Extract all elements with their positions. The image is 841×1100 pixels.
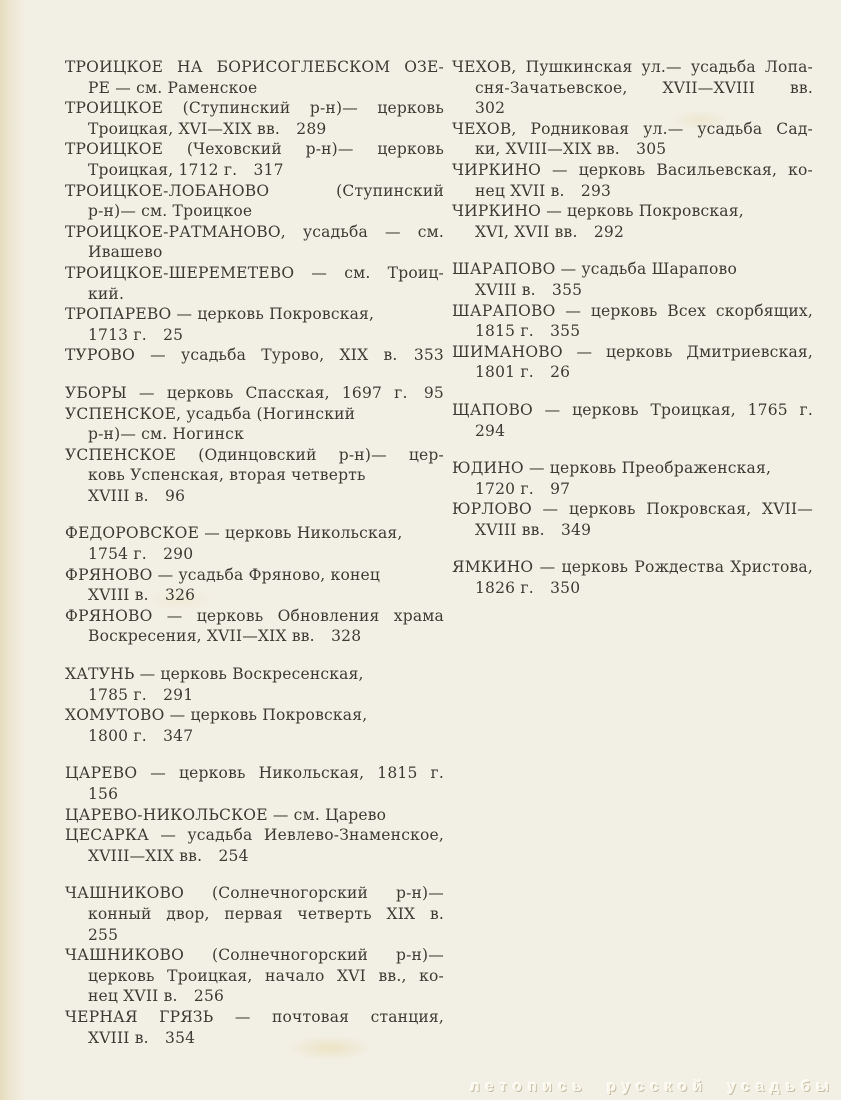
- letter-group: [65, 57, 444, 366]
- index-line: 1720 г. 97: [475, 479, 571, 498]
- index-entry: [452, 342, 813, 383]
- index-line: церковь Троицкая, начало XVI вв., ко-: [88, 966, 444, 985]
- page-number: 290: [163, 545, 194, 564]
- index-line: ТРОИЦКОЕ (Ступинский р-н)— церковь: [65, 99, 444, 118]
- index-entry: [65, 763, 444, 804]
- index-line: XVIII вв. 349: [475, 520, 592, 539]
- index-entry: [65, 383, 444, 404]
- index-line: р-н)— см. Троицкое: [88, 202, 253, 221]
- page-number: 317: [253, 160, 284, 179]
- index-entry: [65, 945, 444, 1007]
- letter-group: [65, 523, 444, 647]
- index-line: ТРОИЦКОЕ-РАТМАНОВО, усадьба — см.: [65, 222, 444, 241]
- index-column-right: [452, 57, 813, 599]
- index-line: Воскресения, XVII—XIX вв. 328: [88, 627, 362, 646]
- index-line: ЮРЛОВО — церковь Покровская, XVII—: [452, 500, 813, 519]
- index-line: УСПЕНСКОЕ (Одинцовский р-н)— цер-: [65, 445, 444, 464]
- index-line: XVIII в. 326: [88, 586, 196, 605]
- page-number: 97: [550, 479, 571, 498]
- index-line: ЩАПОВО — церковь Троицкая, 1765 г.: [452, 400, 813, 419]
- index-line: ЯМКИНО — церковь Рождества Христова,: [452, 558, 813, 577]
- index-entry: [65, 304, 444, 345]
- page-number: 349: [560, 520, 592, 539]
- page-number: 292: [593, 222, 625, 241]
- index-line: ЧИРКИНО — церковь Покровская,: [452, 202, 744, 221]
- index-entry: [65, 565, 444, 606]
- letter-group: [452, 557, 813, 598]
- index-line: ЮДИНО — церковь Преображенская,: [452, 459, 772, 478]
- publisher-watermark: летопись русской усадьбы: [470, 1078, 835, 1095]
- index-line: ЦАРЕВО-НИКОЛЬСКОЕ — см. Царево: [65, 805, 387, 824]
- index-entry: [65, 523, 444, 564]
- letter-group: [452, 400, 813, 441]
- index-line: ТРОИЦКОЕ НА БОРИСОГЛЕБСКОМ ОЗЕ-: [65, 58, 444, 76]
- index-line: р-н)— см. Ногинск: [88, 425, 244, 444]
- page-number: 26: [550, 363, 571, 382]
- letter-group: [452, 458, 813, 540]
- index-entry: [452, 499, 813, 540]
- index-entry: [452, 301, 813, 342]
- index-line: ТРОИЦКОЕ-ЛОБАНОВО (Ступинский: [65, 181, 444, 200]
- index-entry: [452, 400, 813, 441]
- index-line: ЧЕХОВ, Родниковая ул.— усадьба Сад-: [452, 119, 813, 138]
- page-number: 305: [636, 140, 667, 159]
- index-line: конный двор, первая четверть XIX в.: [88, 904, 444, 923]
- page-number: 326: [165, 586, 196, 605]
- index-line: Троицкая, XVI—XIX вв. 289: [88, 119, 327, 138]
- index-line: ЧЕХОВ, Пушкинская ул.— усадьба Лопа-: [452, 58, 813, 76]
- page-number: 355: [552, 280, 583, 299]
- page-number: 25: [163, 325, 184, 344]
- page-number: 353: [413, 346, 444, 365]
- index-entry: [65, 404, 444, 445]
- index-entry: [65, 883, 444, 945]
- index-line: [65, 784, 444, 805]
- index-line: ФРЯНОВО — усадьба Фряново, конец: [65, 565, 381, 584]
- index-line: 1801 г. 26: [475, 363, 571, 382]
- index-line: ХОМУТОВО — церковь Покровская,: [65, 706, 368, 725]
- index-line: ФРЯНОВО — церковь Обновления храма: [65, 606, 444, 625]
- index-entry: [65, 606, 444, 647]
- index-line: ХАТУНЬ — церковь Воскресенская,: [65, 665, 364, 684]
- index-entry: [65, 98, 444, 139]
- page-number: 289: [296, 119, 327, 138]
- index-entry: [65, 222, 444, 263]
- index-entry: [65, 1007, 444, 1048]
- index-entry: [65, 345, 444, 366]
- index-line: ТРОИЦКОЕ (Чеховский р-н)— церковь: [65, 140, 444, 159]
- letter-group: [65, 664, 444, 746]
- index-line: ки, XVIII—XIX вв. 305: [475, 140, 667, 159]
- index-entry: [452, 119, 813, 160]
- index-entry: [452, 201, 813, 242]
- index-entry: [65, 445, 444, 507]
- index-column-left: [65, 57, 444, 1048]
- index-line: ШИМАНОВО — церковь Дмитриевская,: [452, 342, 813, 361]
- index-entry: [65, 181, 444, 222]
- index-entry: [65, 139, 444, 180]
- index-entry: [65, 705, 444, 746]
- page-number: 291: [163, 685, 194, 704]
- page-number: 302: [475, 99, 506, 118]
- index-entry: [65, 57, 444, 98]
- page-number: 95: [423, 383, 444, 402]
- index-line: сня-Зачатьевское, XVII—XVIII вв.: [475, 78, 813, 97]
- page-number: 354: [165, 1028, 196, 1047]
- index-line: ЦАРЕВО — церковь Никольская, 1815 г.: [65, 764, 444, 783]
- page-number: 293: [580, 181, 612, 200]
- index-line: Ивашево: [88, 243, 163, 262]
- index-line: 1826 г. 350: [475, 579, 581, 598]
- page-number: 350: [550, 579, 581, 598]
- page-number: 96: [165, 486, 186, 505]
- index-line: [452, 421, 813, 442]
- index-line: ШАРАПОВО — церковь Всех скорбящих,: [452, 301, 813, 320]
- page-number: 256: [193, 987, 225, 1006]
- index-entry: [452, 57, 813, 119]
- page-number: 328: [331, 627, 362, 646]
- index-entry: [452, 160, 813, 201]
- index-line: УСПЕНСКОЕ, усадьба (Ногинский: [65, 404, 356, 423]
- index-line: ШАРАПОВО — усадьба Шарапово: [452, 260, 738, 279]
- page-number: 254: [218, 846, 249, 865]
- page-number: 347: [163, 726, 194, 745]
- index-line: 1785 г. 291: [88, 685, 194, 704]
- page-number: 355: [550, 322, 581, 341]
- letter-group: [452, 259, 813, 383]
- letter-group: [65, 763, 444, 866]
- index-line: 1815 г. 355: [475, 322, 581, 341]
- index-entry: [65, 805, 444, 826]
- letter-group: [65, 883, 444, 1048]
- index-line: 1713 г. 25: [88, 325, 184, 344]
- index-line: ЧЕРНАЯ ГРЯЗЬ — почтовая станция,: [65, 1007, 444, 1026]
- index-line: кий.: [88, 284, 125, 303]
- index-line: XVIII в. 355: [475, 280, 583, 299]
- index-entry: [452, 259, 813, 300]
- index-entry: [65, 825, 444, 866]
- index-line: Троицкая, 1712 г. 317: [88, 160, 284, 179]
- index-line: XVIII в. 354: [88, 1028, 196, 1047]
- index-entry: [452, 557, 813, 598]
- index-line: ТРОИЦКОЕ-ШЕРЕМЕТЕВО — см. Троиц-: [65, 263, 444, 282]
- index-line: 1800 г. 347: [88, 726, 194, 745]
- index-line: ТУРОВО — усадьба Турово, XIX в. 353: [65, 346, 444, 365]
- index-line: XVIII в. 96: [88, 486, 186, 505]
- index-line: XVIII—XIX вв. 254: [88, 846, 249, 865]
- index-line: ЧАШНИКОВО (Солнечногорский р-н)—: [65, 946, 444, 965]
- index-line: [65, 925, 444, 946]
- index-line: XVI, XVII вв. 292: [475, 222, 625, 241]
- letter-group: [452, 57, 813, 242]
- page-number: 294: [475, 421, 506, 440]
- index-line: 1754 г. 290: [88, 545, 194, 564]
- index-line: ЧАШНИКОВО (Солнечногорский р-н)—: [65, 884, 444, 903]
- index-line: ТРОПАРЕВО — церковь Покровская,: [65, 305, 375, 324]
- index-line: ЦЕСАРКА — усадьба Иевлево-Знаменское,: [65, 826, 444, 845]
- page-number: 255: [88, 925, 119, 944]
- index-line: РЕ — см. Раменское: [88, 78, 258, 97]
- index-line: [452, 98, 813, 119]
- index-line: нец XVII в. 256: [88, 987, 225, 1006]
- index-line: ковь Успенская, вторая четверть: [88, 466, 366, 485]
- index-line: ФЕДОРОВСКОЕ — церковь Никольская,: [65, 524, 403, 543]
- index-entry: [452, 458, 813, 499]
- index-entry: [65, 263, 444, 304]
- index-line: УБОРЫ — церковь Спасская, 1697 г. 95: [65, 383, 444, 402]
- letter-group: [65, 383, 444, 507]
- index-entry: [65, 664, 444, 705]
- index-line: нец XVII в. 293: [475, 181, 612, 200]
- page-number: 156: [88, 785, 119, 803]
- index-line: ЧИРКИНО — церковь Васильевская, ко-: [452, 160, 813, 179]
